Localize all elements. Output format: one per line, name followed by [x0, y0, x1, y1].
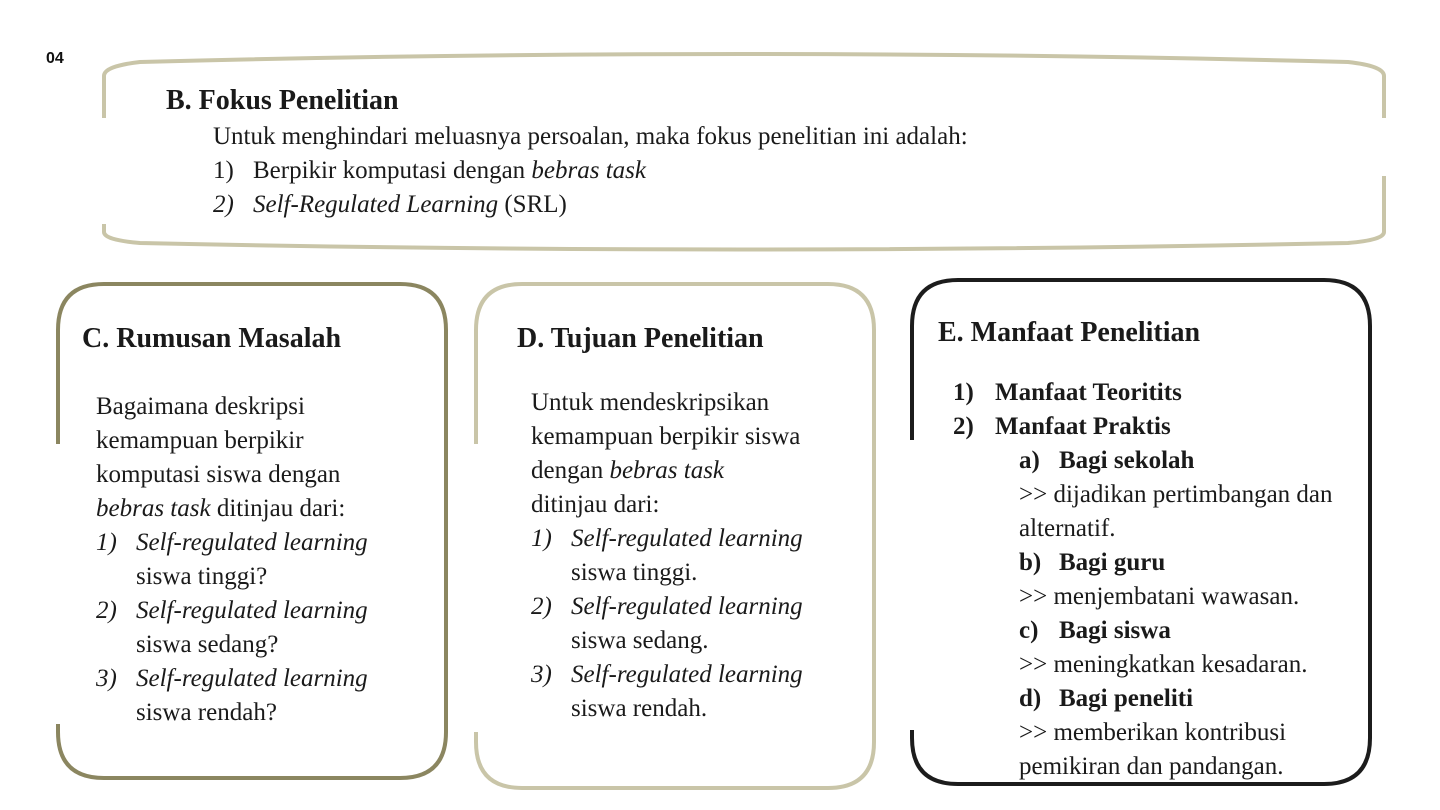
manfaat-list: [953, 376, 1353, 444]
tujuan-item-italic: Self-regulated learning: [571, 661, 803, 688]
manfaat-sub-item: [1019, 444, 1349, 546]
rumusan-intro-line: Bagaimana deskripsi: [96, 393, 305, 420]
rumusan-item-text: siswa tinggi?: [136, 563, 268, 590]
tujuan-item-text: siswa sedang.: [571, 627, 709, 654]
fokus-item-text: (SRL): [498, 191, 567, 218]
tujuan-intro-pre: dengan: [531, 457, 610, 484]
manfaat-sub-heading: [1019, 546, 1349, 580]
tujuan-item-num: 1): [531, 525, 552, 552]
manfaat-item: [953, 410, 1353, 444]
slide-number: 04: [46, 50, 64, 67]
rumusan-item-num: 2): [96, 597, 117, 624]
rumusan-intro-line: kemampuan berpikir: [96, 427, 304, 454]
tujuan-intro-line: Untuk mendeskripsikan: [531, 389, 770, 416]
fokus-item-italic: Self-Regulated Learning: [253, 191, 499, 218]
manfaat-item-num: 1): [953, 379, 974, 406]
tujuan-item: [531, 658, 861, 726]
rumusan-item-num: 3): [96, 665, 117, 692]
tujuan-intro-line: ditinjau dari:: [531, 491, 660, 518]
manfaat-sub-label: Bagi guru: [1059, 549, 1166, 576]
manfaat-sub-heading: [1019, 444, 1349, 478]
rumusan-title: C. Rumusan Masalah: [82, 323, 342, 354]
rumusan-item: [96, 594, 426, 662]
fokus-intro: Untuk menghindari meluasnya persoalan, maka fokus penelitian ini adalah:: [213, 123, 968, 150]
manfaat-sub-item: [1019, 614, 1349, 682]
fokus-item-text: Berpikir komputasi dengan: [253, 157, 532, 184]
tujuan-item-text: siswa rendah.: [571, 695, 708, 722]
tujuan-body: [531, 386, 861, 726]
manfaat-sub-desc: >> memberikan kontribusi pemikiran dan pandangan.: [1019, 719, 1287, 780]
fokus-item-italic: bebras task: [531, 157, 646, 184]
manfaat-sub-desc: >> menjembatani wawasan.: [1019, 583, 1300, 610]
rumusan-item-italic: Self-regulated learning: [136, 529, 368, 556]
manfaat-sub-label: Bagi sekolah: [1059, 447, 1195, 474]
fokus-item: [213, 154, 1363, 188]
fokus-item-num: 2): [213, 191, 234, 218]
rumusan-item: [96, 662, 426, 730]
manfaat-sub-label: Bagi peneliti: [1059, 685, 1194, 712]
tujuan-intro-line: kemampuan berpikir siswa: [531, 423, 801, 450]
manfaat-sub-letter: a): [1019, 447, 1040, 474]
rumusan-item-text: siswa rendah?: [136, 699, 277, 726]
rumusan-item: [96, 526, 426, 594]
tujuan-item: [531, 522, 861, 590]
manfaat-sub-label: Bagi siswa: [1059, 617, 1171, 644]
rumusan-item-italic: Self-regulated learning: [136, 665, 368, 692]
manfaat-sub-item: [1019, 546, 1349, 614]
fokus-item-num: 1): [213, 157, 234, 184]
tujuan-intro-italic: bebras task: [609, 457, 725, 484]
fokus-title: B. Fokus Penelitian: [166, 85, 399, 116]
rumusan-intro-line: [96, 492, 426, 526]
rumusan-body: [96, 390, 426, 730]
tujuan-item-italic: Self-regulated learning: [571, 593, 803, 620]
rumusan-intro-line: komputasi siswa dengan: [96, 461, 341, 488]
fokus-list: [213, 154, 1363, 222]
manfaat-sub-heading: [1019, 614, 1349, 648]
tujuan-intro-line: [531, 454, 861, 488]
manfaat-sub-heading: [1019, 682, 1349, 716]
tujuan-item-num: 3): [531, 661, 552, 688]
rumusan-intro-tail: ditinjau dari:: [210, 495, 346, 522]
tujuan-title: D. Tujuan Penelitian: [517, 323, 764, 354]
manfaat-sub-letter: d): [1019, 685, 1042, 712]
rumusan-item-text: siswa sedang?: [136, 631, 279, 658]
manfaat-sub-item: [1019, 682, 1349, 784]
tujuan-item-text: siswa tinggi.: [571, 559, 698, 586]
manfaat-title: E. Manfaat Penelitian: [938, 317, 1201, 348]
manfaat-sub-letter: b): [1019, 549, 1042, 576]
manfaat-item-num: 2): [953, 413, 974, 440]
rumusan-item-italic: Self-regulated learning: [136, 597, 368, 624]
manfaat-body: [953, 376, 1353, 784]
tujuan-item-num: 2): [531, 593, 552, 620]
manfaat-item: [953, 376, 1353, 410]
fokus-item: [213, 188, 1363, 222]
manfaat-sub-letter: c): [1019, 617, 1039, 644]
manfaat-item-label: Manfaat Teoritits: [995, 379, 1182, 406]
tujuan-item: [531, 590, 861, 658]
manfaat-item-label: Manfaat Praktis: [995, 413, 1171, 440]
tujuan-item-italic: Self-regulated learning: [571, 525, 803, 552]
manfaat-sub-desc: >> meningkatkan kesadaran.: [1019, 651, 1308, 678]
rumusan-list: [96, 526, 426, 730]
fokus-body: [213, 120, 1363, 222]
rumusan-intro-italic: bebras task: [96, 495, 211, 522]
manfaat-sub-desc: >> dijadikan pertimbangan dan alternatif.: [1019, 481, 1333, 542]
manfaat-sub-list: [1019, 444, 1349, 784]
tujuan-list: [531, 522, 861, 726]
rumusan-item-num: 1): [96, 529, 117, 556]
